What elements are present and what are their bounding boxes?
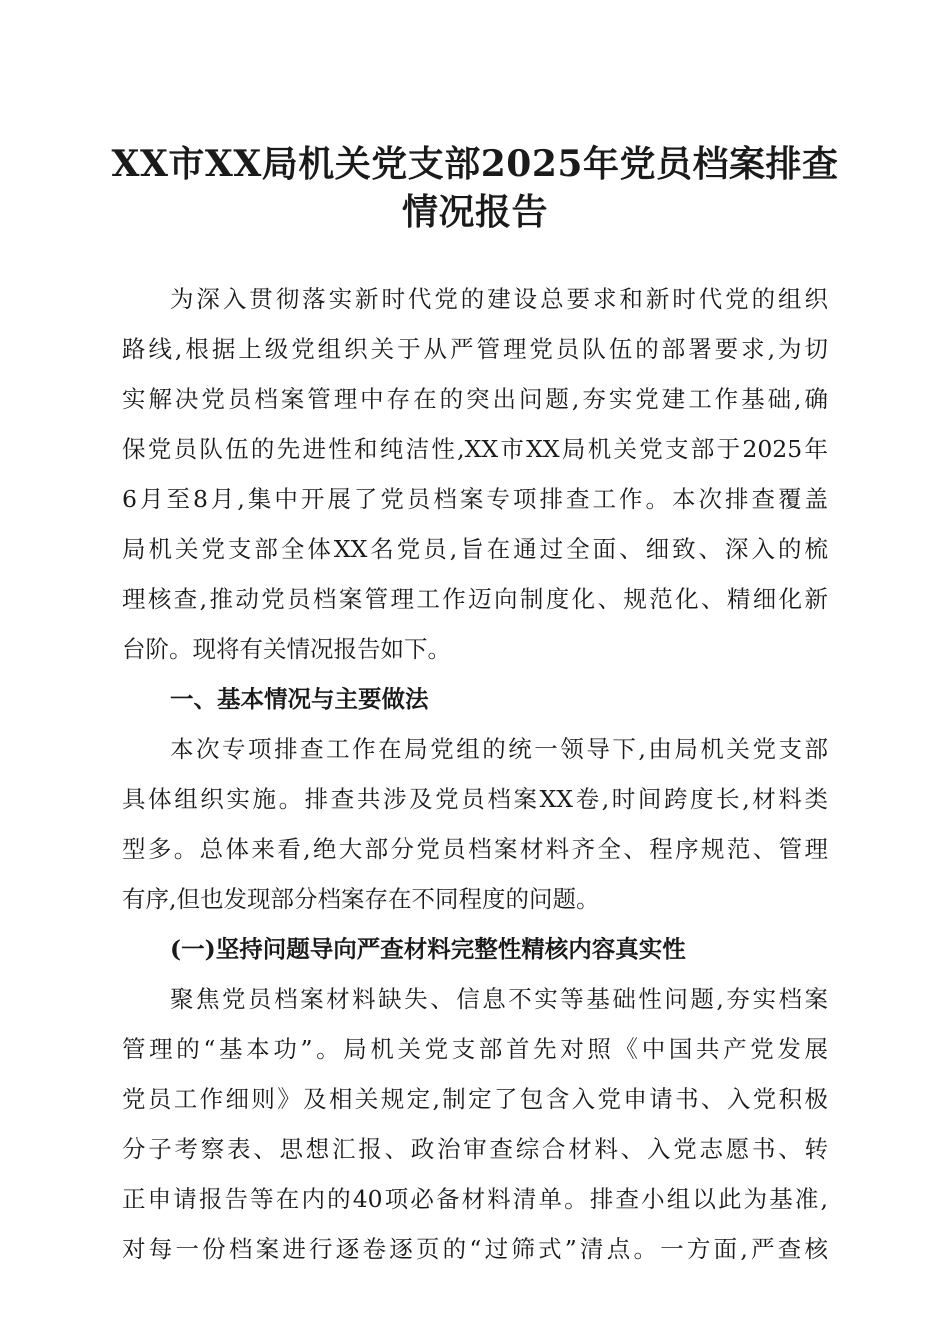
section-heading: 一、基本情况与主要做法 bbox=[170, 685, 429, 713]
intro-line: 理核查,推动党员档案管理工作迈向制度化、规范化、精细化新 bbox=[122, 585, 828, 613]
subsection-line: 党员工作细则》及相关规定,制定了包含入党申请书、入党积极 bbox=[122, 1085, 828, 1113]
section-line: 具体组织实施。排查共涉及党员档案XX卷,时间跨度长,材料类 bbox=[122, 785, 828, 813]
subsection-line: 分子考察表、思想汇报、政治审查综合材料、入党志愿书、转 bbox=[122, 1135, 828, 1163]
title-line-1: XX市XX局机关党支部2025年党员档案排查 bbox=[111, 143, 839, 185]
subsection-line: 正申请报告等在内的40项必备材料清单。排查小组以此为基准, bbox=[122, 1185, 828, 1213]
intro-line: 局机关党支部全体XX名党员,旨在通过全面、细致、深入的梳 bbox=[122, 535, 828, 563]
section-line: 有序,但也发现部分档案存在不同程度的问题。 bbox=[122, 885, 600, 913]
intro-line: 实解决党员档案管理中存在的突出问题,夯实党建工作基础,确 bbox=[122, 385, 828, 413]
title-line-2: 情况报告 bbox=[401, 191, 548, 233]
subsection-line: 聚焦党员档案材料缺失、信息不实等基础性问题,夯实档案 bbox=[170, 985, 828, 1013]
subsection-line: 管理的“基本功”。局机关党支部首先对照《中国共产党发展 bbox=[122, 1035, 828, 1063]
intro-line: 路线,根据上级党组织关于从严管理党员队伍的部署要求,为切 bbox=[122, 335, 828, 363]
section-line: 本次专项排查工作在局党组的统一领导下,由局机关党支部 bbox=[170, 735, 828, 763]
subsection-line: 对每一份档案进行逐卷逐页的“过筛式”清点。一方面,严查核 bbox=[122, 1235, 828, 1263]
section-line: 型多。总体来看,绝大部分党员档案材料齐全、程序规范、管理 bbox=[122, 835, 828, 863]
subsection-heading: (一)坚持问题导向严查材料完整性精核内容真实性 bbox=[170, 935, 686, 963]
intro-line: 保党员队伍的先进性和纯洁性,XX市XX局机关党支部于2025年 bbox=[122, 435, 828, 463]
intro-line: 6月至8月,集中开展了党员档案专项排查工作。本次排查覆盖 bbox=[122, 485, 828, 513]
intro-line: 台阶。现将有关情况报告如下。 bbox=[122, 635, 451, 663]
document-title bbox=[110, 140, 840, 236]
intro-line: 为深入贯彻落实新时代党的建设总要求和新时代党的组织 bbox=[170, 285, 828, 313]
